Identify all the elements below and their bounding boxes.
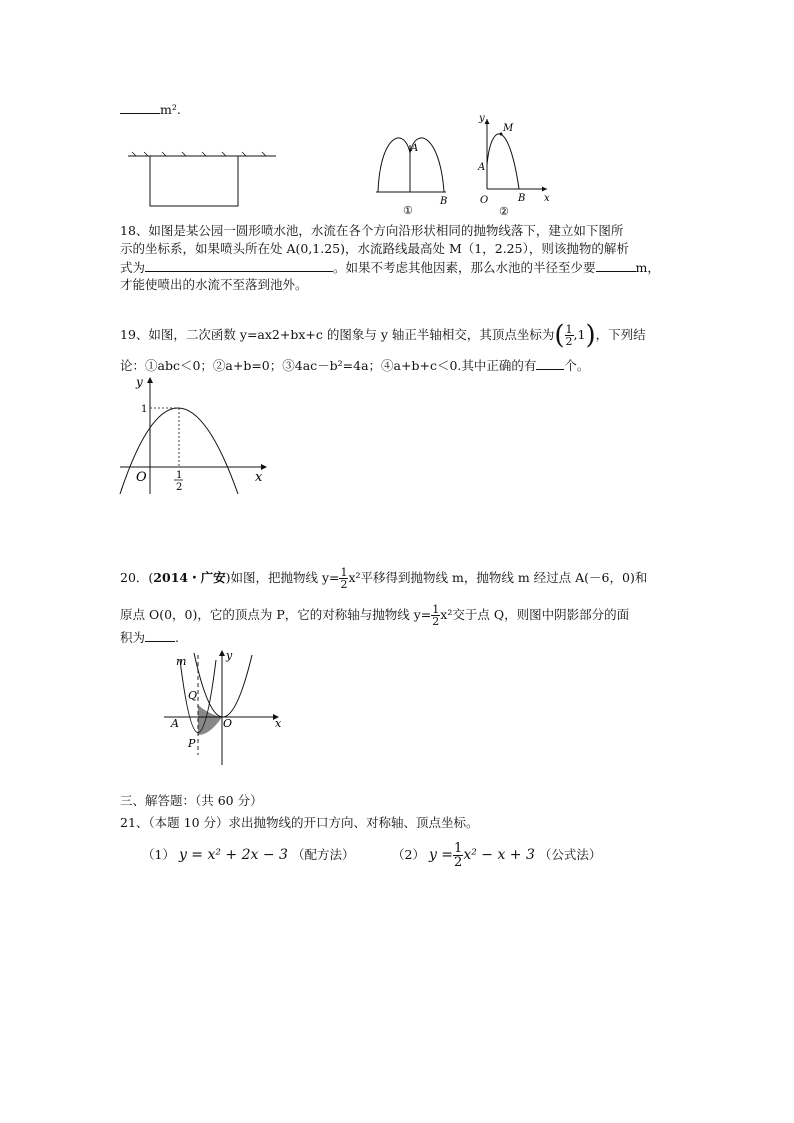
q19-label-O: O <box>136 470 147 485</box>
q19-tick-frac-den: 2 <box>176 482 183 493</box>
q20-label-Q: Q <box>188 689 198 702</box>
fig1-label-B: B <box>440 196 448 207</box>
fig2-label-A: A <box>478 162 486 173</box>
q19-vertex-y: ,1 <box>573 327 586 342</box>
fig2-label-M: M <box>503 123 514 134</box>
q21-part2: （2） y = $\frac{1}{2}$ x² − x + 3 （公式法） <box>392 841 602 870</box>
q19-label-x: x <box>255 470 263 485</box>
q20-blank <box>145 629 175 642</box>
q20-label-m: m <box>176 655 187 668</box>
q19-vertex-frac: $\frac{1}{2}$ <box>565 323 573 348</box>
q20-label-O: O <box>223 717 233 730</box>
q20-frac-1: $\frac{1}{2}$ <box>340 566 348 591</box>
fig2-label-y: y <box>479 113 485 124</box>
pool-figure <box>124 140 284 212</box>
q21-part2-frac: $\frac{1}{2}$ <box>454 841 463 870</box>
q18-text-c: m， <box>635 260 660 275</box>
q20-line2: 原点 O(0，0)，它的顶点为 P，它的对称轴与抛物线 y= $\frac{1}{2}$ x²交于点 Q，则图中阴影部分的面 <box>120 603 630 628</box>
q20-frac-2: $\frac{1}{2}$ <box>432 603 440 628</box>
q19-text-a: 19、如图，二次函数 y=ax2+bx+c 的图象与 y 轴正半轴相交，其顶点坐标为 <box>120 327 555 342</box>
q19-blank <box>536 357 564 370</box>
q19-tick-frac-num: 1 <box>176 470 183 481</box>
q20-graph <box>160 645 290 770</box>
q19-paren-open: ( <box>554 320 565 351</box>
q19-text-d: 个。 <box>564 358 590 373</box>
q18-blank-equation <box>145 259 333 272</box>
fig1-label-A: A <box>411 143 419 154</box>
q19-text-b: ，下列结 <box>595 327 646 342</box>
q19-line1 <box>120 318 646 352</box>
fig2-label-B: B <box>518 193 526 204</box>
q20-label-P: P <box>188 737 196 750</box>
q18-line4: 才能使喷出的水流不至落到池外。 <box>120 277 308 292</box>
q19-graph <box>114 372 274 497</box>
q20-label-x: x <box>275 717 282 730</box>
fig2-number: ② <box>499 205 509 218</box>
q18-line1: 18、如图是某公园一圆形喷水池，水流在各个方向沿形状相同的抛物线落下，建立如下图所 <box>120 223 624 238</box>
q19-tick-1: 1 <box>141 404 148 415</box>
q19-paren-close: ) <box>585 320 596 351</box>
fig2-label-x: x <box>544 193 550 204</box>
fountain-figure-2 <box>475 113 560 218</box>
fig2-label-O: O <box>480 195 489 206</box>
q18-line2: 示的坐标系，如果喷头所在处 A(0,1.25)，水流路线最高处 M（1，2.25），则该抛物的解析 <box>120 241 629 256</box>
q17-unit: m². <box>160 102 181 117</box>
q17-answer-line <box>120 101 181 118</box>
q20-label-y: y <box>226 649 233 662</box>
q20-line1: 20．(2014・广安)如图，把抛物线 y= $\frac{1}{2}$ x²平移得到抛物线 m，抛物线 m 经过点 A(－6，0)和 <box>120 566 648 591</box>
q21-part1: （1） y = x² + 2x − 3 （配方法） <box>142 847 355 863</box>
q18-text-b: 。如果不考虑其他因素，那么水池的半径至少要 <box>333 260 596 275</box>
q18-text-a: 式为 <box>120 260 146 275</box>
q18-blank-radius <box>596 259 636 272</box>
q19-label-y: y <box>136 375 143 389</box>
q20-source: 2014・广安 <box>153 570 226 585</box>
q18-line3 <box>120 259 660 276</box>
q20-label-A: A <box>171 717 179 730</box>
q20-line3: 积为 . <box>120 630 179 645</box>
q17-blank <box>120 101 160 114</box>
q21-stem: 21、（本题 10 分）求出抛物线的开口方向、对称轴、顶点坐标。 <box>120 815 479 830</box>
fountain-figure-1 <box>372 125 462 220</box>
q21-part1-equation: y = x² + 2x − 3 <box>178 847 288 863</box>
q19-text-c: 论：①abc＜0；②a+b=0；③4ac－b²=4a；④a+b+c＜0.其中正确的有 <box>120 358 537 373</box>
fig1-number: ① <box>403 204 413 217</box>
section-3-title: 三、解答题：（共 60 分） <box>120 793 263 808</box>
